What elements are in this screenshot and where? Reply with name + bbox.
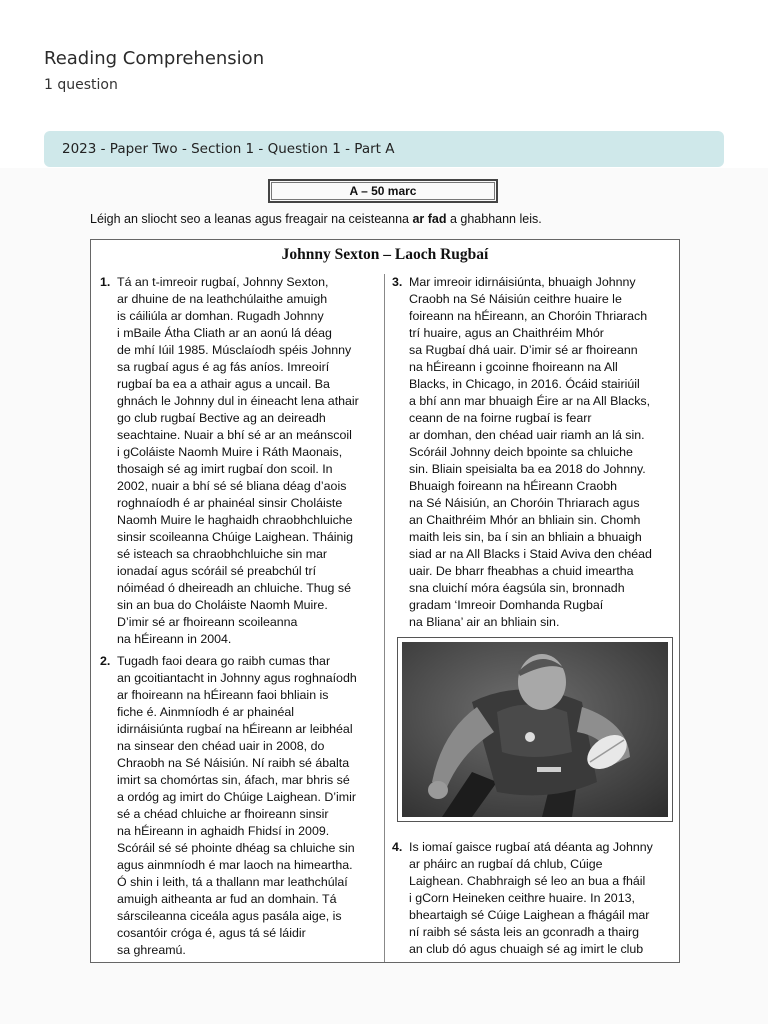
paragraph-line: na hÉireann in aghaidh Fhidsí in 2009. [117,824,330,838]
article-frame [90,239,680,963]
question-header-label: 2023 - Paper Two - Section 1 - Question 1 - Part A [62,141,395,157]
exam-paper-scan [0,168,768,1024]
paragraph-line: na Sé Náisiún, an Choróin Thriarach agus [409,496,640,510]
paragraph-line: Tugadh faoi deara go raibh cumas thar [117,654,331,668]
paragraph-line: thosaigh sé ag imirt rugbaí don scoil. In [117,462,333,476]
paragraph-4 [392,839,675,958]
paragraph-line: i mBaile Átha Cliath ar an aonú lá déag [117,326,332,340]
paragraph-line: de mhí Iúil 1985. Músclaíodh spéis Johnny [117,343,352,357]
paragraph-line: Tá an t-imreoir rugbaí, Johnny Sexton, [117,275,329,289]
paragraph-line: Scóráil Johnny deich bpointe sa chluiche [409,445,633,459]
paragraph-line: Laighean. Chabhraigh sé leo an bua a fháil [409,874,646,888]
paragraph-line: is cáiliúla ar domhan. Rugadh Johnny [117,309,324,323]
page-header-title: Reading Comprehension [44,48,265,69]
paragraph-line: i gColáiste Naomh Muire i Ráth Maonais, [117,445,343,459]
paragraph-line: ghnách le Johnny dul in éineacht lena athair [117,394,359,408]
paragraph-line: ionadaí agus scóráil sé preabchúl trí [117,564,317,578]
paragraph-line: gradam ‘Imreoir Domhanda Rugbaí [409,598,604,612]
paragraph-line: Is iomaí gaisce rugbaí atá déanta ag Johnny [409,840,653,854]
paragraph-line: seachtaine. Nuair a bhí sé ar an meánscoil [117,428,352,442]
paragraph-line: agus ainmníodh é mar laoch na himeartha. [117,858,353,872]
paragraph-line: ar fhoireann na hÉireann faoi bhliain is [117,688,329,702]
paragraph-line: sna cluichí móra éagsúla sin, bronnadh [409,581,625,595]
paragraph-line: na Bliana’ air an bhliain sin. [409,615,560,629]
paragraph-line: maith leis sin, ba í sin an bhliain a bhuaigh [409,530,642,544]
article-title: Johnny Sexton – Laoch Rugbaí [281,246,489,263]
paragraph-line: sin an bua do Choláiste Naomh Muire. [117,598,328,612]
paragraph-line: sárscileanna ciceála agus pasála aige, is [117,909,342,923]
paragraph-number: 1. [100,275,111,289]
paragraph-line: trí huaire, agus an Chaithréim Mhór [409,326,604,340]
paragraph-line: nóiméad ó dheireadh an chluiche. Thug sé [117,581,351,595]
paragraph-line: Bhuaigh foireann na hÉireann Craobh [409,479,618,493]
paragraph-line: Scóráil sé sé phointe dhéag sa chluiche sin [117,841,355,855]
paragraph-line: ceann de na foirne rugbaí is fearr [409,411,592,425]
paragraph-line: ar pháirc an rugbaí dá chlub, Cúige [409,857,603,871]
paragraph-number: 2. [100,654,111,668]
paragraph-line: na hÉireann in 2004. [117,632,232,646]
paragraph-line: amuigh aitheanta ar fud an domhain. Tá [117,892,337,906]
paragraph-line: sé a chéad chluiche ar fhoireann sinsir [117,807,329,821]
paragraph-line: fiche é. Ainmníodh é ar phainéal [117,705,295,719]
paragraph-line: Craobh na Sé Náisiún ceithre huaire le [409,292,622,306]
instruction-emphasis: ar fad [412,212,447,226]
paragraph-number: 3. [392,275,403,289]
paragraph-line: Chraobh na Sé Náisiún. Ní raibh sé ábalta [117,756,350,770]
paragraph-line: an Chaithréim Mhór an bhliain sin. Chomh [409,513,641,527]
paragraph-line: 2002, nuair a bhí sé sé bliana déag d’aois [117,479,347,493]
paragraph-line: foireann na hÉireann, an Choróin Thriarach [409,309,648,323]
paragraph-line: bheartaigh sé Cúige Laighean a fhágáil mar [409,908,650,922]
paragraph-line: rugbaí ba ea a athair agus a uncail. Ba [117,377,330,391]
paragraph-line: Ó shin i leith, tá a thallann mar leathchúlaí [117,875,348,889]
paragraph-line: sinsir scoileanna Chúige Laighean. Tháinig [117,530,354,544]
paragraph-line: roghnaíodh é ar phainéal sinsir Choláiste [117,496,343,510]
paragraph-line: ar domhan, den chéad uair riamh an lá sin. [409,428,645,442]
paragraph-line: a ordóg ag imirt do Chúige Laighean. D’imir [117,790,356,804]
paragraph-line: an club dó agus chuaigh sé ag imirt le club [409,942,644,956]
instruction-text [90,212,542,226]
paragraph-line: Naomh Muire le haghaidh chraobhchluiche [117,513,353,527]
paragraph-line: siad ar na All Blacks i Staid Aviva den chéad [409,547,652,561]
instruction-part: a ghabhann leis. [446,212,542,226]
paragraph-3 [392,274,675,631]
paragraph-line: D’imir sé ar fhoireann scoileanna [117,615,298,629]
question-header-bar[interactable] [44,131,724,167]
paragraph-line: an gcoitiantacht in Johnny agus roghnaíodh [117,671,357,685]
paragraph-line: sé isteach sa chraobhchluiche sin mar [117,547,328,561]
paragraph-line: sa rugbaí agus é ag fás aníos. Imreoirí [117,360,330,374]
paragraph-line: imirt sa chomórtas sin, áfach, mar bhris sé [117,773,350,787]
paragraph-line: cosantóir cróga é, agus tá sé láidir [117,926,306,940]
paragraph-line: i gCorn Heineken ceithre huaire. In 2013, [409,891,635,905]
player-photo [397,637,673,822]
question-count: 1 question [44,77,118,93]
paragraph-line: sin. Bliain speisialta ba ea 2018 do Johnny. [409,462,646,476]
paragraph-line: Mar imreoir idirnáisiúnta, bhuaigh Johnny [409,275,636,289]
paragraph-line: idirnáisiúnta rugbaí na hÉireann ar leibhéal [117,722,353,736]
paragraph-line: ar dhuine de na leathchúlaithe amuigh [117,292,328,306]
paragraph-line: uair. De bharr fheabhas a chuid imeartha [409,564,634,578]
paragraph-line: ní raibh sé sásta leis an gconradh a thairg [409,925,640,939]
paragraph-line: sa ghreamú. [117,943,186,957]
marks-box: A – 50 marc [268,179,498,203]
column-divider [384,274,385,962]
rugby-player-photo [402,642,668,817]
instruction-part: Léigh an sliocht seo a leanas agus freagair na ceisteanna [90,212,413,226]
paragraph-1 [100,274,381,648]
paragraph-line: sa Rugbaí dhá uair. D’imir sé ar fhoireann [409,343,638,357]
paragraph-line: go club rugbaí Bective ag an deireadh [117,411,326,425]
paragraph-2 [100,653,381,959]
paragraph-number: 4. [392,840,403,854]
paragraph-line: na sinsear den chéad uair in 2008, do [117,739,325,753]
paragraph-line: na hÉireann i gcoinne fhoireann na All [409,360,618,374]
paragraph-line: a bhí ann mar bhuaigh Éire ar na All Blacks, [409,394,651,408]
paragraph-line: Blacks, in Chicago, in 2016. Ócáid stairiúil [409,377,640,391]
